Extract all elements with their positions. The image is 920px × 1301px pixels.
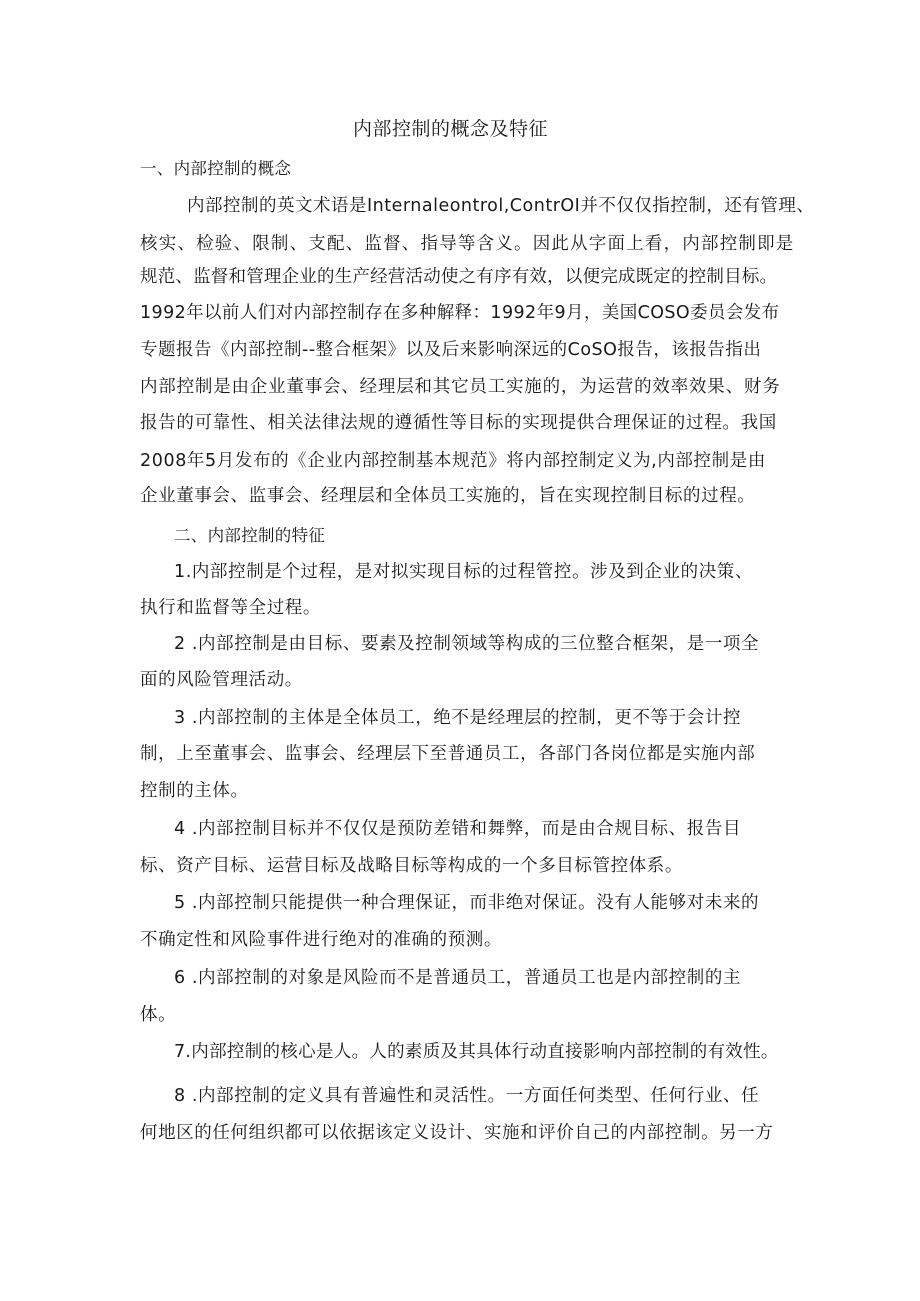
section1-line: 内部控制是由企业董事会、经理层和其它员工实施的，为运营的效率效果、财务 [140,377,781,397]
section2-line: 8 .内部控制的定义具有普遍性和灵活性。一方面任何类型、任何行业、任 [174,1086,760,1106]
section2-heading: 二、内部控制的特征 [174,526,326,545]
section2-line: 何地区的任何组织都可以依据该定义设计、实施和评价自己的内部控制。另一方 [140,1123,774,1143]
section1-line: 企业董事会、监事会、经理层和全体员工实施的，旨在实现控制目标的过程。 [140,486,756,506]
section2-line: 执行和监督等全过程。 [140,598,321,618]
section2-line: 5 .内部控制只能提供一种合理保证，而非绝对保证。没有人能够对未来的 [174,893,760,913]
section2-line: 体。 [140,1005,177,1025]
section2-line: 1.内部控制是个过程，是对拟实现目标的过程管控。涉及到企业的决策、 [174,562,753,582]
section2-line: 7.内部控制的核心是人。人的素质及其具体行动直接影响内部控制的有效性。 [174,1042,779,1062]
section1-line: 报告的可靠性、相关法律法规的遵循性等目标的实现提供合理保证的过程。我国 [140,413,777,433]
section1-line: 专题报告《内部控制--整合框架》以及后来影响深远的CoSO报告，该报告指出 [140,340,762,360]
section2-line: 面的风险管理活动。 [140,670,303,690]
section2-line: 控制的主体。 [140,781,249,801]
section2-line: 标、资产目标、运营目标及战略目标等构成的一个多目标管控体系。 [140,856,683,876]
section2-line: 不确定性和风险事件进行绝对的准确的预测。 [140,930,502,950]
document-title: 内部控制的概念及特征 [353,118,549,140]
section2-line: 制，上至董事会、监事会、经理层下至普通员工，各部门各岗位都是实施内部 [140,744,756,764]
section1-line: 1992年以前人们对内部控制存在多种解释：1992年9月，美国COSO委员会发布 [140,303,780,323]
section1-line: 规范、监督和管理企业的生产经营活动使之有序有效，以便完成既定的控制目标。 [140,267,778,287]
section2-line: 4 .内部控制目标并不仅仅是预防差错和舞弊，而是由合规目标、报告目 [174,819,742,839]
section2-line: 6 .内部控制的对象是风险而不是普通员工，普通员工也是内部控制的主 [174,968,742,988]
section2-line: 2 .内部控制是由目标、要素及控制领域等构成的三位整合框架，是一项全 [174,634,760,654]
section1-line: 2008年5月发布的《企业内部控制基本规范》将内部控制定义为,内部控制是由 [140,451,766,471]
section2-line: 3 .内部控制的主体是全体员工，绝不是经理层的控制，更不等于会计控 [174,708,742,728]
section1-line: 核实、检验、限制、支配、监督、指导等含义。因此从字面上看，内部控制即是 [140,234,795,254]
section1-heading: 一、内部控制的概念 [140,159,292,178]
section1-line: 内部控制的英文术语是Internaleontrol,ContrOI并不仅仅指控制，还有管理、 [187,196,815,216]
